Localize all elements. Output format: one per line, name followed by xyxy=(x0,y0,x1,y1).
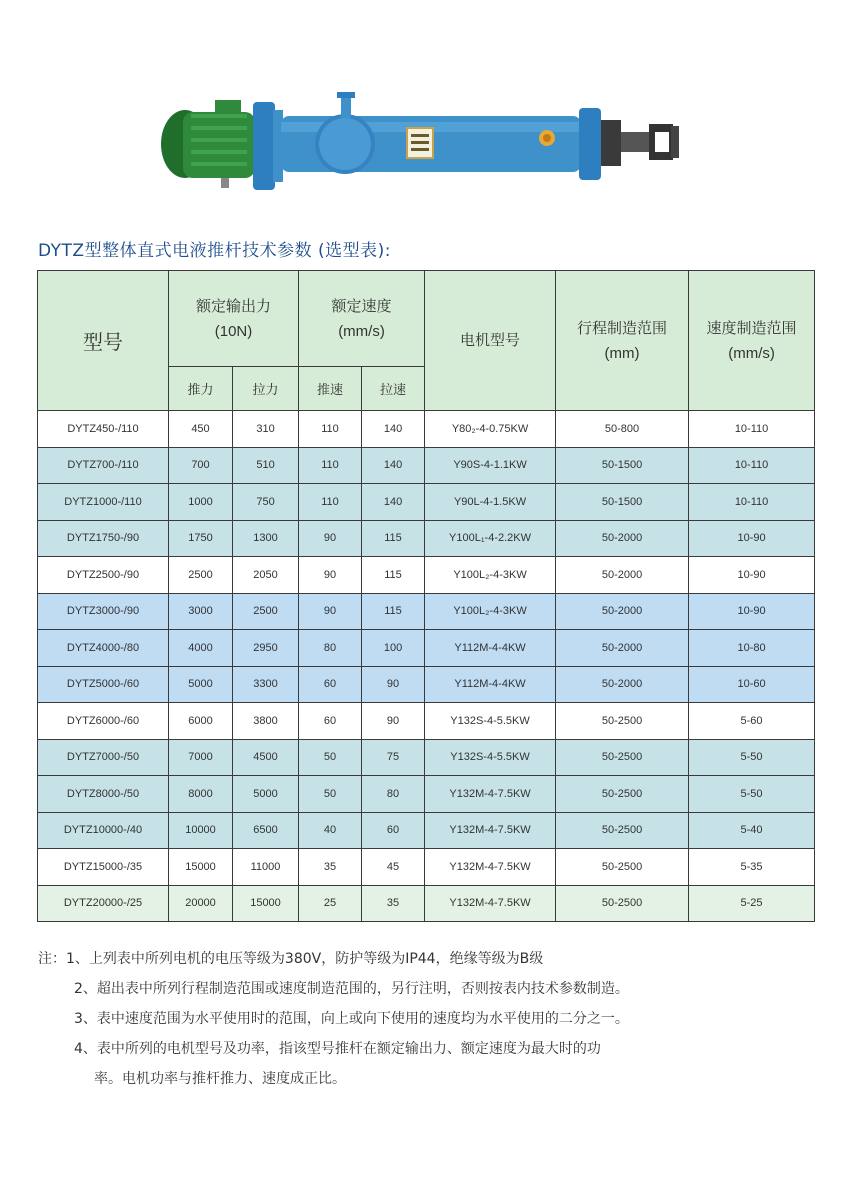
cell-stroke: 50-2000 xyxy=(556,557,689,594)
table-row xyxy=(38,484,815,521)
cell-pull: 11000 xyxy=(233,849,299,886)
cell-push: 20000 xyxy=(169,885,233,922)
cell-push: 4000 xyxy=(169,630,233,667)
cell-pull-speed: 75 xyxy=(362,739,425,776)
cell-push-speed: 50 xyxy=(299,739,362,776)
cell-model: DYTZ2500-/90 xyxy=(38,557,169,594)
table-row xyxy=(38,557,815,594)
cell-push-speed: 40 xyxy=(299,812,362,849)
table-row xyxy=(38,849,815,886)
cell-push: 450 xyxy=(169,411,233,448)
cell-pull: 750 xyxy=(233,484,299,521)
cell-push: 2500 xyxy=(169,557,233,594)
table-row xyxy=(38,447,815,484)
cell-stroke: 50-2500 xyxy=(556,885,689,922)
header-push-speed: 推速 xyxy=(299,367,362,411)
cell-pull: 3800 xyxy=(233,703,299,740)
cell-push: 1000 xyxy=(169,484,233,521)
cell-motor: Y90S-4-1.1KW xyxy=(425,447,556,484)
cell-pull-speed: 90 xyxy=(362,703,425,740)
header-stroke xyxy=(556,271,689,411)
table-row xyxy=(38,776,815,813)
cell-motor: Y112M-4-4KW xyxy=(425,630,556,667)
table-row xyxy=(38,703,815,740)
cell-pull-speed: 100 xyxy=(362,630,425,667)
cell-pull: 2950 xyxy=(233,630,299,667)
cell-pull: 5000 xyxy=(233,776,299,813)
cell-speed-range: 5-60 xyxy=(689,703,815,740)
cell-stroke: 50-2000 xyxy=(556,630,689,667)
cell-push: 700 xyxy=(169,447,233,484)
cell-pull: 6500 xyxy=(233,812,299,849)
cell-stroke: 50-1500 xyxy=(556,484,689,521)
header-motor: 电机型号 xyxy=(425,271,556,411)
cell-pull-speed: 140 xyxy=(362,484,425,521)
cell-pull-speed: 35 xyxy=(362,885,425,922)
cell-push-speed: 25 xyxy=(299,885,362,922)
cell-stroke: 50-2500 xyxy=(556,849,689,886)
cell-stroke: 50-1500 xyxy=(556,447,689,484)
note-4: 4、表中所列的电机型号及功率，指该型号推杆在额定输出力、额定速度为最大时的功 xyxy=(74,1041,601,1057)
cell-pull: 2050 xyxy=(233,557,299,594)
cell-pull-speed: 80 xyxy=(362,776,425,813)
cell-motor: Y80₂-4-0.75KW xyxy=(425,411,556,448)
cell-speed-range: 5-40 xyxy=(689,812,815,849)
cell-motor: Y100L₁-4-2.2KW xyxy=(425,520,556,557)
cell-speed-range: 10-80 xyxy=(689,630,815,667)
cell-pull-speed: 140 xyxy=(362,411,425,448)
cell-push: 10000 xyxy=(169,812,233,849)
cell-stroke: 50-2500 xyxy=(556,739,689,776)
cell-pull-speed: 90 xyxy=(362,666,425,703)
cell-speed-range: 10-110 xyxy=(689,447,815,484)
cell-motor: Y132M-4-7.5KW xyxy=(425,812,556,849)
cell-stroke: 50-2500 xyxy=(556,776,689,813)
cell-push: 1750 xyxy=(169,520,233,557)
cell-stroke: 50-800 xyxy=(556,411,689,448)
cell-model: DYTZ10000-/40 xyxy=(38,812,169,849)
table-row xyxy=(38,666,815,703)
cell-pull: 3300 xyxy=(233,666,299,703)
note-1: 注：1、上列表中所列电机的电压等级为380V，防护等级为IP44，绝缘等级为B级 xyxy=(38,951,544,967)
header-speed-range-unit: (mm/s) xyxy=(728,344,775,362)
table-row xyxy=(38,411,815,448)
cell-push-speed: 60 xyxy=(299,703,362,740)
cell-push-speed: 35 xyxy=(299,849,362,886)
cell-speed-range: 10-110 xyxy=(689,484,815,521)
header-force xyxy=(169,271,299,367)
header-force-unit: (10N) xyxy=(214,322,253,340)
cell-motor: Y132M-4-7.5KW xyxy=(425,885,556,922)
cell-push-speed: 110 xyxy=(299,411,362,448)
cell-pull-speed: 115 xyxy=(362,593,425,630)
notes xyxy=(38,948,818,1098)
cell-speed-range: 5-50 xyxy=(689,776,815,813)
cell-motor: Y112M-4-4KW xyxy=(425,666,556,703)
page-title: DYTZ型整体直式电液推杆技术参数 (选型表): xyxy=(38,241,391,261)
cell-stroke: 50-2000 xyxy=(556,593,689,630)
cell-pull: 310 xyxy=(233,411,299,448)
cell-push-speed: 110 xyxy=(299,447,362,484)
cell-model: DYTZ20000-/25 xyxy=(38,885,169,922)
cell-model: DYTZ15000-/35 xyxy=(38,849,169,886)
header-force-label: 额定输出力 xyxy=(196,297,272,315)
cell-push: 5000 xyxy=(169,666,233,703)
cell-pull-speed: 60 xyxy=(362,812,425,849)
cell-push-speed: 50 xyxy=(299,776,362,813)
cell-speed-range: 5-50 xyxy=(689,739,815,776)
header-model: 型号 xyxy=(38,271,169,411)
product-photo xyxy=(155,92,685,202)
cell-push-speed: 60 xyxy=(299,666,362,703)
spec-table xyxy=(37,270,815,922)
cell-speed-range: 10-90 xyxy=(689,520,815,557)
header-speed-unit: (mm/s) xyxy=(338,322,385,340)
cell-push-speed: 80 xyxy=(299,630,362,667)
cell-model: DYTZ8000-/50 xyxy=(38,776,169,813)
cell-motor: Y132S-4-5.5KW xyxy=(425,739,556,776)
cell-motor: Y100L₂-4-3KW xyxy=(425,593,556,630)
table-row xyxy=(38,812,815,849)
cell-model: DYTZ6000-/60 xyxy=(38,703,169,740)
header-stroke-label: 行程制造范围 xyxy=(577,319,668,337)
cylinder-body xyxy=(281,92,581,174)
note-4-continued: 率。电机功率与推杆推力、速度成正比。 xyxy=(94,1071,346,1087)
table-row xyxy=(38,593,815,630)
cell-push: 6000 xyxy=(169,703,233,740)
cell-pull: 15000 xyxy=(233,885,299,922)
note-3: 3、表中速度范围为水平使用时的范围，向上或向下使用的速度均为水平使用的二分之一。 xyxy=(74,1011,629,1027)
flange xyxy=(253,102,283,190)
header-speed-range-label: 速度制造范围 xyxy=(706,319,797,337)
header-stroke-unit: (mm) xyxy=(604,344,640,362)
header-pull: 拉力 xyxy=(233,367,299,411)
cell-speed-range: 5-25 xyxy=(689,885,815,922)
cell-model: DYTZ7000-/50 xyxy=(38,739,169,776)
cell-motor: Y90L-4-1.5KW xyxy=(425,484,556,521)
cell-push: 3000 xyxy=(169,593,233,630)
cell-speed-range: 10-110 xyxy=(689,411,815,448)
cell-push-speed: 110 xyxy=(299,484,362,521)
cell-stroke: 50-2500 xyxy=(556,703,689,740)
cell-push: 15000 xyxy=(169,849,233,886)
cell-speed-range: 5-35 xyxy=(689,849,815,886)
cell-speed-range: 10-90 xyxy=(689,593,815,630)
cell-pull-speed: 140 xyxy=(362,447,425,484)
header-speed xyxy=(299,271,425,367)
motor-body xyxy=(161,100,255,188)
cell-pull: 2500 xyxy=(233,593,299,630)
cell-push-speed: 90 xyxy=(299,557,362,594)
cell-model: DYTZ5000-/60 xyxy=(38,666,169,703)
table-row xyxy=(38,630,815,667)
cell-pull-speed: 45 xyxy=(362,849,425,886)
header-speed-range xyxy=(689,271,815,411)
cell-push-speed: 90 xyxy=(299,520,362,557)
header-speed-label: 额定速度 xyxy=(331,297,392,315)
cell-motor: Y132M-4-7.5KW xyxy=(425,849,556,886)
cell-speed-range: 10-90 xyxy=(689,557,815,594)
cell-pull-speed: 115 xyxy=(362,520,425,557)
cell-model: DYTZ700-/110 xyxy=(38,447,169,484)
note-2: 2、超出表中所列行程制造范围或速度制造范围的，另行注明，否则按表内技术参数制造。 xyxy=(74,981,629,997)
cell-stroke: 50-2000 xyxy=(556,666,689,703)
cell-pull: 4500 xyxy=(233,739,299,776)
cell-motor: Y132S-4-5.5KW xyxy=(425,703,556,740)
cell-model: DYTZ1750-/90 xyxy=(38,520,169,557)
cell-model: DYTZ1000-/110 xyxy=(38,484,169,521)
table-row xyxy=(38,885,815,922)
cell-motor: Y100L₂-4-3KW xyxy=(425,557,556,594)
header-push: 推力 xyxy=(169,367,233,411)
table-row xyxy=(38,739,815,776)
cell-model: DYTZ3000-/90 xyxy=(38,593,169,630)
table-row xyxy=(38,520,815,557)
cell-pull-speed: 115 xyxy=(362,557,425,594)
cell-stroke: 50-2000 xyxy=(556,520,689,557)
cell-stroke: 50-2500 xyxy=(556,812,689,849)
cell-pull: 1300 xyxy=(233,520,299,557)
cell-model: DYTZ450-/110 xyxy=(38,411,169,448)
cell-speed-range: 10-60 xyxy=(689,666,815,703)
cell-motor: Y132M-4-7.5KW xyxy=(425,776,556,813)
header-pull-speed: 拉速 xyxy=(362,367,425,411)
cell-pull: 510 xyxy=(233,447,299,484)
cell-push: 8000 xyxy=(169,776,233,813)
cell-push-speed: 90 xyxy=(299,593,362,630)
cell-model: DYTZ4000-/80 xyxy=(38,630,169,667)
cell-push: 7000 xyxy=(169,739,233,776)
rod-end xyxy=(579,108,679,180)
